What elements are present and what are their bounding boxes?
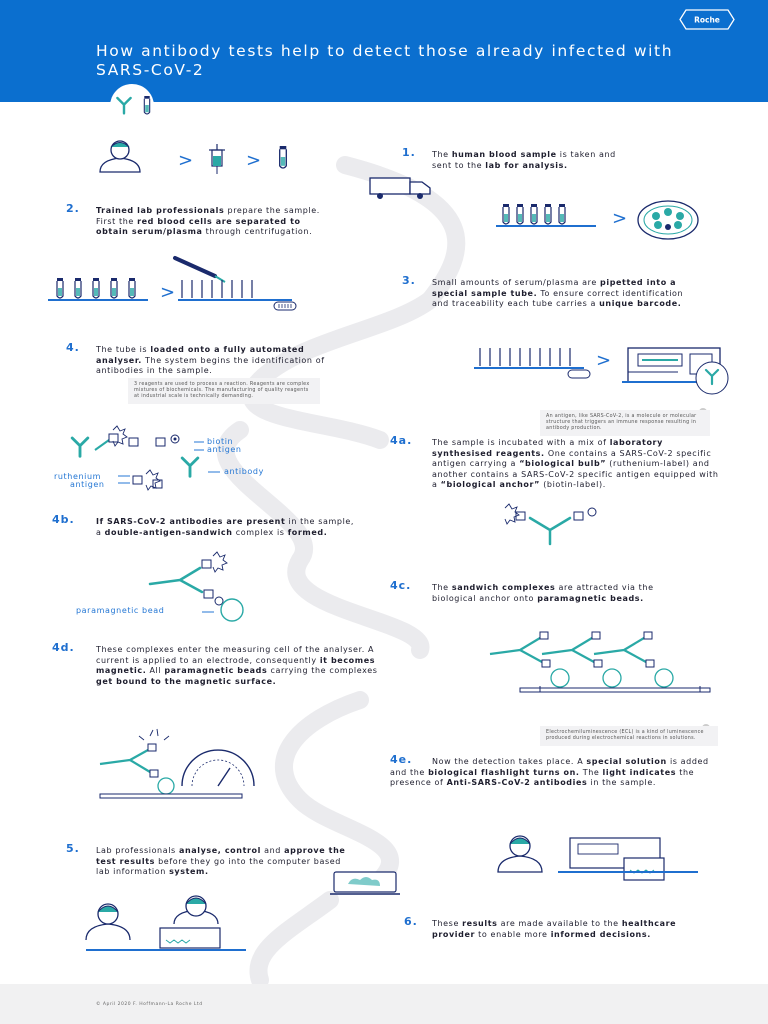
step-4a-text: The sample is incubated with a mix of laboratory synthesised reagents. One contains a SARS-CoV-2 specific antigen carrying a “biological bulb” (ruthenium-label) and another contains a SARS-CoV-2 specific antigen equipped with a “biological anchor” (biotin-label). <box>432 438 719 489</box>
lab-professional-icon <box>498 836 698 880</box>
step-4-text: The tube is loaded onto a fully automated analyser. The system begins the identification of antibodies in the sample. <box>96 345 325 375</box>
step-number: 4. <box>66 341 80 354</box>
reagents-note: 3 reagents are used to process a reaction. Reagents are complex mixtures of biochemicals. The manufacturing of quality reagents at industrial scale is technically demanding. <box>128 378 320 404</box>
step-number: 2. <box>66 202 80 215</box>
step-number: 4c. <box>390 579 412 592</box>
arrow-icon: > <box>246 150 262 171</box>
analyser-icon <box>622 348 728 394</box>
antigen-note: An antigen, like SARS-CoV-2, is a molecule or molecular structure that triggers an immune response resulting in antibody production. <box>540 410 710 436</box>
magnetic-surface-icon <box>490 632 710 692</box>
step-number: 6. <box>404 915 418 928</box>
biotin-antigen-label: antigen <box>207 445 242 454</box>
biotin-label: biotin <box>207 437 234 446</box>
step-4c-text: The sandwich complexes are attracted via the biological anchor onto paramagnetic beads. <box>432 583 654 603</box>
arrow-icon: > <box>612 208 628 229</box>
arrow-icon: > <box>596 350 612 371</box>
arrow-icon: > <box>160 282 176 303</box>
step-number: 4a. <box>390 434 413 447</box>
syringe-icon <box>209 144 225 174</box>
step-number: 4d. <box>52 641 75 654</box>
step-3-text: Small amounts of serum/plasma are pipetted into a special sample tube. To ensure correct identification and traceability each tube carries a unique barcode. <box>432 278 684 308</box>
sample-tube-rack-icon <box>178 280 296 310</box>
truck-icon <box>370 178 430 199</box>
serum-rack-icon <box>48 278 148 300</box>
step-5-text: Lab professionals analyse, control and approve the test results before they go into the computer based lab information system. <box>96 846 346 876</box>
arrow-icon: > <box>178 150 194 171</box>
antibody-label: antibody <box>224 467 264 476</box>
step-number: 4e. <box>390 753 413 766</box>
paramagnetic-bead-label: paramagnetic bead <box>76 606 165 615</box>
pipette-icon <box>175 258 225 282</box>
page-title: How antibody tests help to detect those already infected with SARS-CoV-2 <box>96 42 674 79</box>
ruthenium-label: ruthenium <box>54 472 102 481</box>
copyright-text: © April 2020 F. Hoffmann-La Roche Ltd <box>96 1002 203 1007</box>
barcode-rack-icon <box>474 348 590 378</box>
step-6-text: These results are made available to the healthcare provider to enable more informed decisions. <box>432 919 677 939</box>
tube-rack-icon <box>496 204 596 226</box>
step-number: 3. <box>402 274 416 287</box>
sandwich-complex-icon <box>505 504 596 544</box>
antibody-tube-icon <box>110 84 154 128</box>
ruthenium-antigen-label: antigen <box>70 480 105 489</box>
centrifuge-icon <box>638 201 698 239</box>
step-4b-text: If SARS-CoV-2 antibodies are present in the sample, a double-antigen-sandwich complex is formed. <box>96 517 355 537</box>
step-number: 4b. <box>52 513 75 526</box>
ecl-note: Electrochemiluminescence (ECL) is a kind of luminescence produced during electrochemical reactions in solutions. <box>540 726 718 746</box>
detection-icon <box>100 729 254 798</box>
step-1-text: The human blood sample is taken and sent to the lab for analysis. <box>432 150 616 170</box>
step-4e-text: Now the detection takes place. A special solution is added and the biological flashlight turns on. The light indicates the presence of Anti-SARS-CoV-2 antibodies in the sample. <box>390 757 709 787</box>
step-number: 1. <box>402 146 416 159</box>
step-number: 5. <box>66 842 80 855</box>
healthcare-team-icon <box>86 896 246 950</box>
tube-icon <box>280 146 287 168</box>
patient-icon <box>100 141 140 172</box>
logo-text: Roche <box>694 15 720 25</box>
step-2-text: Trained lab professionals prepare the sample. First the red blood cells are separated to obtain serum/plasma through centrifugation. <box>96 206 320 236</box>
step-4d-text: These complexes enter the measuring cell of the analyser. A current is applied to an electrode, consequently it becomes magnetic. All paramagnetic beads carrying the complexes get bound to the magnetic surface. <box>96 645 378 686</box>
